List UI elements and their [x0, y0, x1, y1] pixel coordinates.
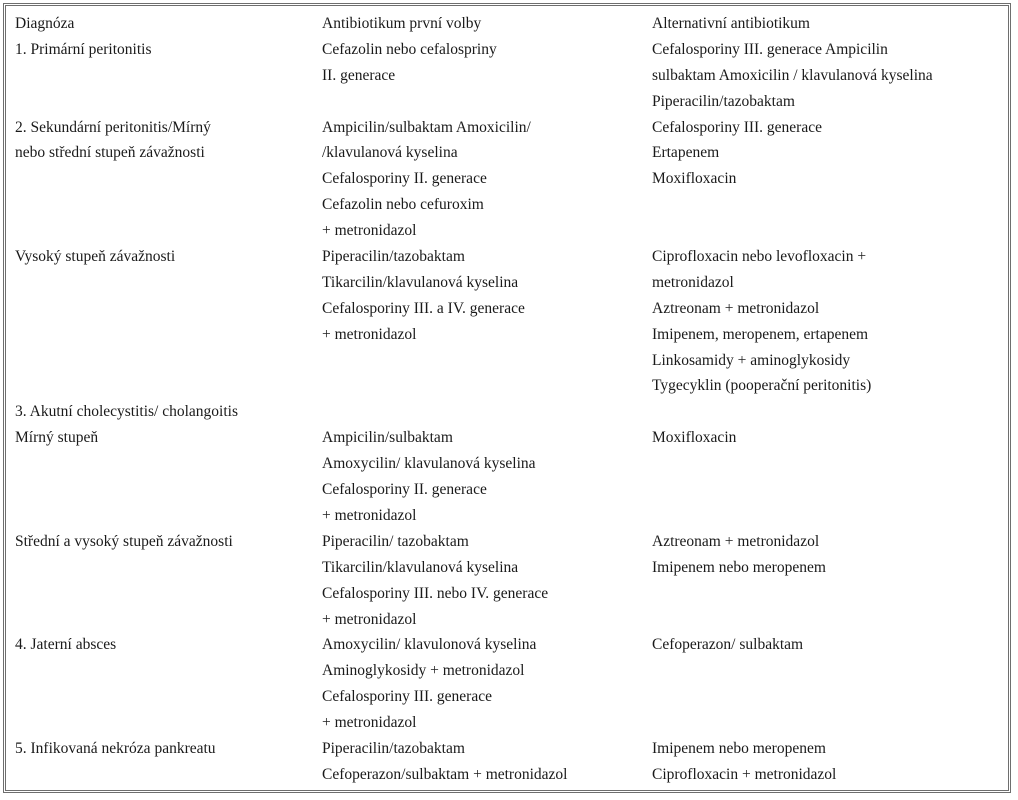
alternative-cell — [652, 244, 1005, 399]
diagnosis-cell — [15, 736, 322, 762]
first-choice-line: II. generace — [322, 66, 396, 84]
table-row — [15, 425, 1005, 529]
diagnosis-line: Vysoký stupeň závažnosti — [15, 248, 176, 266]
first-choice-line: Ampicilin/sulbaktam — [322, 429, 453, 447]
diagnosis-line: nebo střední stupeň závažnosti — [15, 144, 205, 162]
first-choice-cell — [322, 37, 652, 89]
first-choice-cell — [322, 244, 652, 348]
first-choice-cell — [322, 632, 652, 736]
header-alternative: Alternativní antibiotikum — [652, 15, 810, 32]
alternative-cell — [652, 736, 1005, 788]
first-choice-line: + metronidazol — [322, 506, 417, 524]
alternative-line: Moxifloxacin — [652, 429, 737, 447]
first-choice-line: + metronidazol — [322, 325, 417, 343]
first-choice-cell — [322, 529, 652, 633]
alternative-line: sulbaktam Amoxicilin / klavulanová kyselina — [652, 66, 933, 84]
antibiotic-table — [15, 11, 1005, 788]
diagnosis-cell — [15, 115, 322, 167]
alternative-line: metronidazol — [652, 273, 734, 291]
first-choice-line: Amoxycilin/ klavulanová kyselina — [322, 455, 536, 473]
first-choice-line: Ampicilin/sulbaktam Amoxicilin/ — [322, 118, 531, 136]
table-row — [15, 115, 1005, 244]
alternative-line: Imipenem nebo meropenem — [652, 558, 826, 576]
alternative-line: Aztreonam + metronidazol — [652, 299, 820, 317]
first-choice-line: Cefalosporiny III. a IV. generace — [322, 299, 525, 317]
diagnosis-cell — [15, 37, 322, 63]
diagnosis-cell — [15, 425, 322, 451]
alternative-line: Linkosamidy + aminoglykosidy — [652, 351, 851, 369]
table-row — [15, 529, 1005, 633]
alternative-cell — [652, 115, 1005, 193]
diagnosis-cell — [15, 529, 322, 555]
diagnosis-line: 4. Jaterní absces — [15, 636, 117, 654]
first-choice-line: Piperacilin/ tazobaktam — [322, 532, 469, 550]
first-choice-line: /klavulanová kyselina — [322, 144, 458, 162]
first-choice-line: Cefalosporiny III. generace — [322, 688, 492, 706]
first-choice-cell — [322, 736, 652, 788]
diagnosis-line: 1. Primární peritonitis — [15, 40, 152, 58]
first-choice-cell — [322, 115, 652, 244]
alternative-line: Aztreonam + metronidazol — [652, 532, 820, 550]
first-choice-line: + metronidazol — [322, 222, 417, 240]
diagnosis-line: Střední a vysoký stupeň závažnosti — [15, 532, 233, 550]
alternative-line: Tygecyklin (pooperační peritonitis) — [652, 377, 872, 395]
first-choice-line: Cefalosporiny II. generace — [322, 481, 487, 499]
table-row — [15, 399, 1005, 425]
diagnosis-line: 3. Akutní cholecystitis/ cholangoitis — [15, 403, 239, 421]
first-choice-line: Tikarcilin/klavulanová kyselina — [322, 273, 519, 291]
alternative-cell — [652, 425, 1005, 451]
first-choice-line: Cefoperazon/sulbaktam + metronidazol — [322, 765, 568, 783]
diagnosis-line: 5. Infikovaná nekróza pankreatu — [15, 739, 216, 757]
alternative-line: Cefoperazon/ sulbaktam — [652, 636, 804, 654]
alternative-line: Imipenem, meropenem, ertapenem — [652, 325, 869, 343]
first-choice-line: Aminoglykosidy + metronidazol — [322, 662, 525, 680]
alternative-cell — [652, 632, 1005, 658]
first-choice-line: + metronidazol — [322, 714, 417, 732]
alternative-cell — [652, 37, 1005, 115]
first-choice-line: + metronidazol — [322, 610, 417, 628]
diagnosis-line: Mírný stupeň — [15, 429, 99, 447]
alternative-line: Cefalosporiny III. generace Ampicilin — [652, 40, 888, 58]
table-frame — [3, 3, 1011, 793]
alternative-line: Ciprofloxacin + metronidazol — [652, 765, 837, 783]
first-choice-line: Cefazolin nebo cefalospriny — [322, 40, 497, 58]
table-row — [15, 37, 1005, 115]
table-row — [15, 244, 1005, 399]
alternative-line: Ciprofloxacin nebo levofloxacin + — [652, 248, 867, 266]
table-row — [15, 736, 1005, 788]
first-choice-line: Cefalosporiny II. generace — [322, 170, 487, 188]
alternative-cell — [652, 529, 1005, 581]
first-choice-line: Cefazolin nebo cefuroxim — [322, 196, 484, 214]
first-choice-line: Tikarcilin/klavulanová kyselina — [322, 558, 519, 576]
header-first-choice: Antibiotikum první volby — [322, 15, 482, 32]
first-choice-line: Cefalosporiny III. nebo IV. generace — [322, 584, 549, 602]
alternative-line: Cefalosporiny III. generace — [652, 118, 822, 136]
diagnosis-cell — [15, 399, 322, 425]
alternative-line: Imipenem nebo meropenem — [652, 739, 826, 757]
diagnosis-line: 2. Sekundární peritonitis/Mírný — [15, 118, 211, 136]
first-choice-cell — [322, 425, 652, 529]
diagnosis-cell — [15, 244, 322, 270]
alternative-line: Ertapenem — [652, 144, 720, 162]
first-choice-line: Piperacilin/tazobaktam — [322, 248, 465, 266]
table-header — [15, 11, 1005, 37]
diagnosis-cell — [15, 632, 322, 658]
table-row — [15, 632, 1005, 736]
header-diagnosis: Diagnóza — [15, 15, 75, 32]
alternative-line: Piperacilin/tazobaktam — [652, 92, 795, 110]
first-choice-line: Amoxycilin/ klavulonová kyselina — [322, 636, 537, 654]
first-choice-line: Piperacilin/tazobaktam — [322, 739, 465, 757]
alternative-line: Moxifloxacin — [652, 170, 737, 188]
